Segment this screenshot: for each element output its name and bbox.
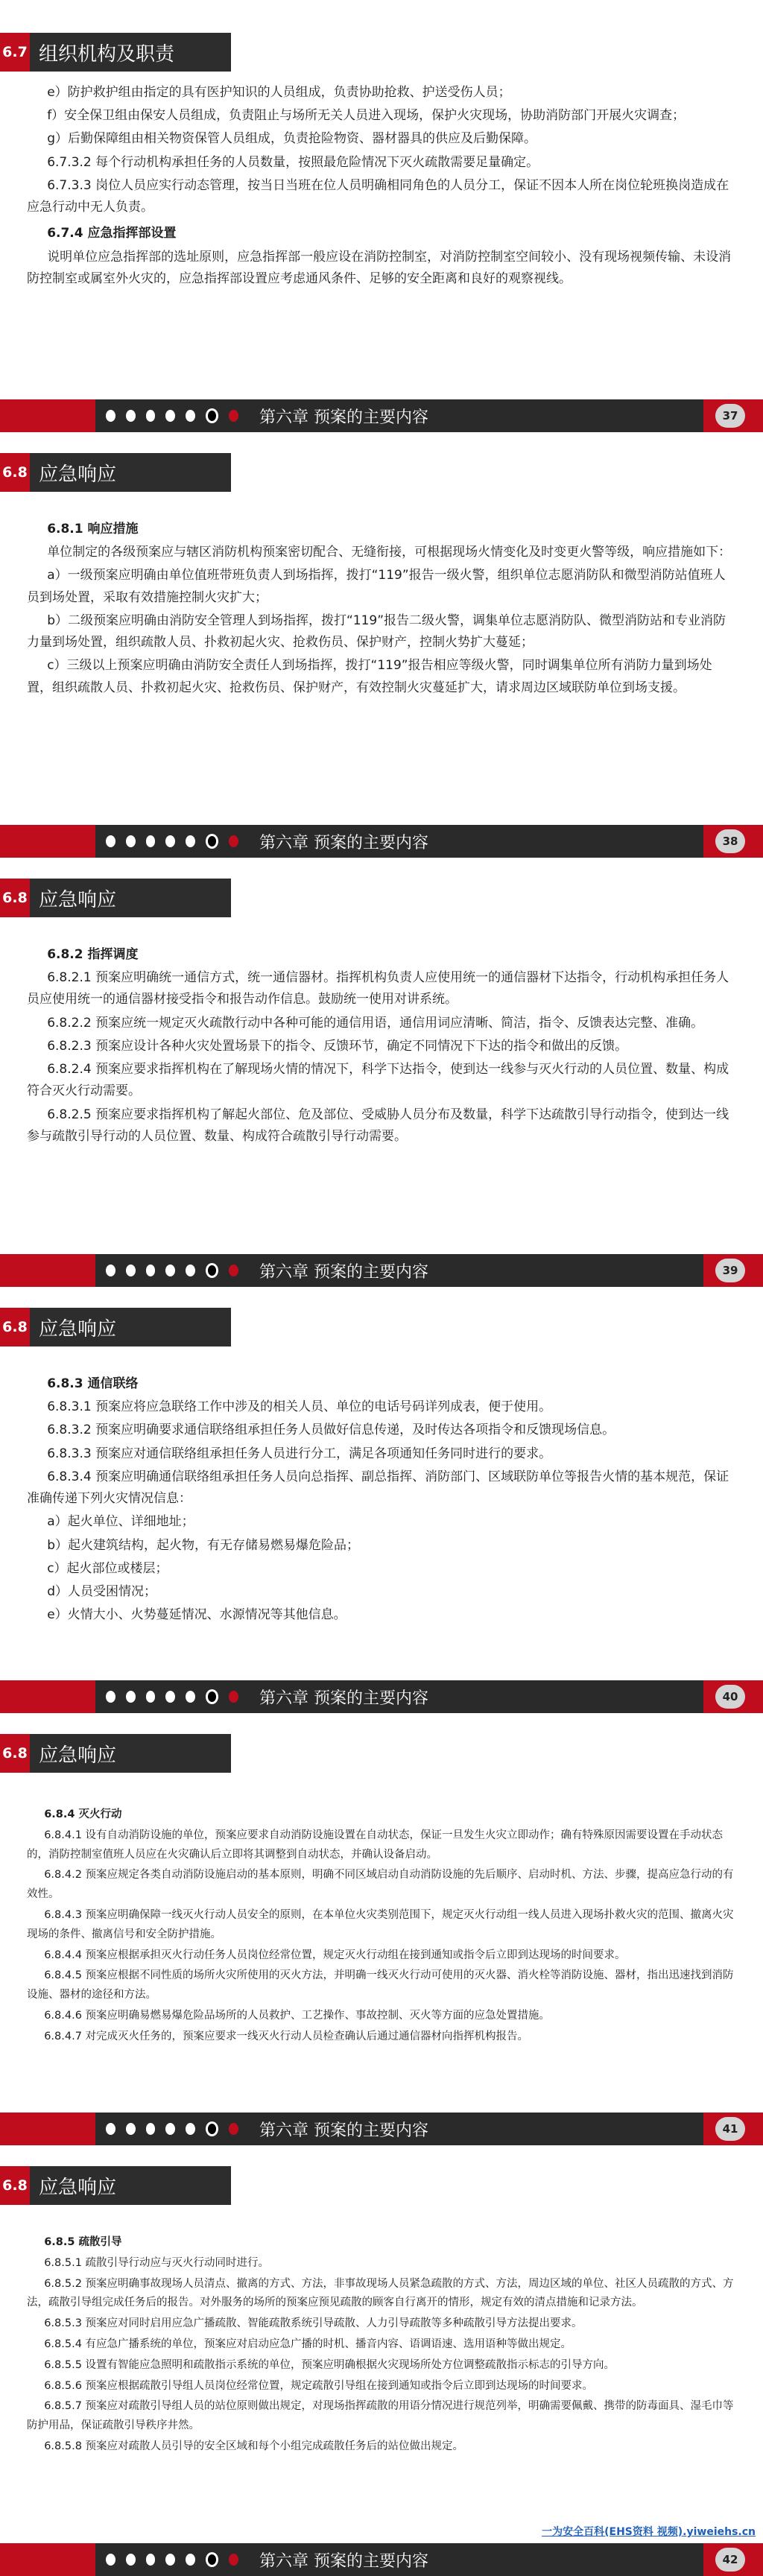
slide-body xyxy=(27,1801,736,2048)
paragraph: 6.8.2.1 预案应明确统一通信方式，统一通信器材。指挥机构负责人应使用统一的通信器材下达指令，行动机构承担任务人员应使用统一的通信器材接受指令和报告动作信息。鼓励统一使用对讲系统。 xyxy=(27,970,729,1007)
footer-chapter-title: 第六章 预案的主要内容 xyxy=(238,2113,703,2145)
paragraph: 6.8.5.7 预案应对疏散引导组人员的站位原则做出规定，对现场指挥疏散的用语分情况进行规范列举，明确需要佩戴、携带的防毒面具、湿毛巾等防护用品，保证疏散引导秩序井然。 xyxy=(27,2400,734,2432)
slide-footer xyxy=(0,399,763,432)
progress-dot-icon xyxy=(206,2121,218,2136)
slide-37 xyxy=(0,0,763,432)
progress-dot-icon xyxy=(146,1265,156,1276)
section-title: 应急响应 xyxy=(30,2166,231,2205)
progress-dot-icon xyxy=(106,835,115,847)
progress-dot-icon xyxy=(146,1691,156,1703)
subsection-heading: 6.8.1 响应措施 xyxy=(47,522,139,537)
progress-dot-icon xyxy=(106,1265,115,1276)
slide-footer xyxy=(0,2113,763,2145)
progress-dot-icon xyxy=(106,2123,115,2135)
slide-header xyxy=(0,1308,231,1346)
watermark-link[interactable]: 一为安全百科(EHS资料 视频).yiweiehs.cn xyxy=(542,2526,756,2538)
page-number-badge: 40 xyxy=(715,1685,745,1709)
paragraph: d）人员受困情况； xyxy=(47,1584,156,1600)
progress-dot-icon xyxy=(126,1691,136,1703)
slide-body xyxy=(27,514,736,700)
subsection-heading: 6.8.4 灭火行动 xyxy=(44,1808,122,1820)
slide-header xyxy=(0,879,231,917)
progress-dot-icon xyxy=(229,835,238,847)
slide-header xyxy=(0,1734,231,1773)
progress-dot-icon xyxy=(206,834,218,849)
progress-dot-icon xyxy=(229,2123,238,2135)
paragraph: 6.8.4.3 预案应明确保障一线灭火行动人员安全的原则，在本单位火灾类别范围下，规定灭火行动组一线人员进入现场扑救火灾的范围、撤离火灾现场的条件、撤离信号和安全防护措施。 xyxy=(27,1908,734,1940)
progress-dot-icon xyxy=(126,1265,136,1276)
paragraph: 6.7.3.2 每个行动机构承担任务的人员数量，按照最危险情况下灭火疏散需要足量确定。 xyxy=(47,154,539,170)
slide-38 xyxy=(0,432,763,858)
progress-dot-icon xyxy=(106,1691,115,1703)
progress-dot-icon xyxy=(229,1265,238,1276)
slide-40 xyxy=(0,1287,763,1713)
paragraph: 6.8.2.3 预案应设计各种火灾处置场景下的指令、反馈环节，确定不同情况下下达的指令和做出的反馈。 xyxy=(47,1038,628,1054)
slide-41 xyxy=(0,1713,763,2145)
section-title: 组织机构及职责 xyxy=(30,33,231,72)
footer-chapter-title: 第六章 预案的主要内容 xyxy=(238,1680,703,1713)
section-number: 6.7 xyxy=(0,33,30,72)
page-number-badge: 39 xyxy=(715,1259,745,1282)
paragraph: e）防护救护组由指定的具有医护知识的人员组成，负责协助抢救、护送受伤人员； xyxy=(47,85,511,100)
footer-red-block xyxy=(0,1680,95,1713)
subsection-heading: 6.8.3 通信联络 xyxy=(47,1376,139,1391)
progress-dot-icon xyxy=(106,2554,115,2566)
progress-dot-icon xyxy=(165,2554,175,2566)
paragraph: 6.8.3.4 预案应明确通信联络组承担任务人员向总指挥、副总指挥、消防部门、区域联防单位等报告火情的基本规范，保证准确传递下列火灾情况信息： xyxy=(27,1469,729,1507)
paragraph: 6.8.4.4 预案应根据承担灭火行动任务人员岗位经常位置，规定灭火行动组在接到通知或指令后立即到达现场的时间要求。 xyxy=(44,1949,626,1961)
paragraph: 6.8.2.2 预案应统一规定灭火疏散行动中各种可能的通信用语，通信用词应清晰、简洁，指令、反馈表达完整、准确。 xyxy=(47,1015,704,1031)
footer-chapter-title: 第六章 预案的主要内容 xyxy=(238,825,703,858)
slide-footer xyxy=(0,2543,763,2576)
progress-dot-icon xyxy=(206,408,218,423)
paragraph: 6.8.5.4 有应急广播系统的单位，预案应对启动应急广播的时机、播音内容、语调语速、选用语种等做出规定。 xyxy=(44,2338,572,2350)
progress-dot-icon xyxy=(165,1691,175,1703)
paragraph: b）起火建筑结构，起火物，有无存储易燃易爆危险品； xyxy=(47,1537,359,1553)
progress-dot-icon xyxy=(186,2554,195,2566)
progress-dot-icon xyxy=(229,1691,238,1703)
section-number: 6.8 xyxy=(0,1734,30,1773)
progress-dot-icon xyxy=(206,1263,218,1278)
slide-header xyxy=(0,453,231,492)
progress-dot-icon xyxy=(165,2123,175,2135)
progress-dot-icon xyxy=(206,2552,218,2567)
paragraph: 6.8.5.8 预案应对疏散人员引导的安全区域和每个小组完成疏散任务后的站位做出规定。 xyxy=(44,2440,464,2452)
progress-dot-icon xyxy=(229,2554,238,2566)
slide-header xyxy=(0,33,231,72)
section-number: 6.8 xyxy=(0,2166,30,2205)
progress-dot-icon xyxy=(146,2123,156,2135)
paragraph: 6.8.4.5 预案应根据不同性质的场所火灾所使用的灭火方法，并明确一线灭火行动可使用的灭火器、消火栓等消防设施、器材，指出迅速找到消防设施、器材的途径和方法。 xyxy=(27,1969,734,2001)
page-number-badge: 38 xyxy=(715,829,745,853)
slide-body xyxy=(27,80,736,291)
progress-dot-icon xyxy=(165,1265,175,1276)
progress-dot-icon xyxy=(146,2554,156,2566)
paragraph: 6.8.5.5 设置有智能应急照明和疏散指示系统的单位，预案应明确根据火灾现场所处方位调整疏散指示标志的引导方向。 xyxy=(44,2358,615,2371)
paragraph: 6.8.3.3 预案应对通信联络组承担任务人员进行分工，满足各项通知任务同时进行的要求。 xyxy=(47,1446,552,1461)
footer-chapter-title: 第六章 预案的主要内容 xyxy=(238,2543,703,2576)
progress-dot-icon xyxy=(126,410,136,422)
section-title: 应急响应 xyxy=(30,879,231,917)
paragraph: 6.8.5.1 疏散引导行动应与灭火行动同时进行。 xyxy=(44,2256,270,2269)
footer-red-block xyxy=(0,399,95,432)
page-number-badge: 37 xyxy=(715,404,745,428)
subsection-heading: 6.7.4 应急指挥部设置 xyxy=(47,226,177,241)
footer-progress-dots xyxy=(95,1680,238,1713)
footer-red-block xyxy=(0,825,95,858)
section-number: 6.8 xyxy=(0,453,30,492)
section-title: 应急响应 xyxy=(30,1734,231,1773)
progress-dot-icon xyxy=(126,2554,136,2566)
footer-progress-dots xyxy=(95,399,238,432)
paragraph: 6.8.5.2 预案应明确事故现场人员清点、撤离的方式、方法，非事故现场人员紧急疏散的方式、方法，周边区域的单位、社区人员疏散的方式、方法，疏散引导组完成任务后的报告。对外服务的场所的预案应预见疏散的顾客自行离开的情形，规定有效的清点措施和记录方法。 xyxy=(27,2277,734,2309)
section-number: 6.8 xyxy=(0,1308,30,1346)
progress-dot-icon xyxy=(106,410,115,422)
footer-progress-dots xyxy=(95,1254,238,1287)
section-title: 应急响应 xyxy=(30,1308,231,1346)
paragraph: 6.8.5.6 预案应根据疏散引导组人员岗位经常位置，规定疏散引导组在接到通知或指令后立即到达现场的时间要求。 xyxy=(44,2379,594,2392)
progress-dot-icon xyxy=(126,835,136,847)
progress-dot-icon xyxy=(146,410,156,422)
footer-progress-dots xyxy=(95,825,238,858)
paragraph: 6.8.2.5 预案应要求指挥机构了解起火部位、危及部位、受威胁人员分布及数量，科学下达疏散引导行动指令，使到达一线参与疏散引导行动的人员位置、数量、构成符合疏散引导行动需要。 xyxy=(27,1107,729,1144)
paragraph: 6.8.4.6 预案应明确易燃易爆危险品场所的人员救护、工艺操作、事故控制、灭火等方面的应急处置措施。 xyxy=(44,2009,551,2022)
paragraph: 说明单位应急指挥部的选址原则，应急指挥部一般应设在消防控制室，对消防控制室空间较小、没有现场视频传输、未设消防控制室或属室外火灾的，应急指挥部设置应考虑通风条件、足够的安全距离和良好的观察视线。 xyxy=(27,249,732,286)
footer-red-block xyxy=(0,1254,95,1287)
slide-body xyxy=(27,2229,736,2458)
progress-dot-icon xyxy=(186,835,195,847)
paragraph: c）起火部位或楼层； xyxy=(47,1560,168,1576)
progress-dot-icon xyxy=(186,2123,195,2135)
section-title: 应急响应 xyxy=(30,453,231,492)
paragraph: g）后勤保障组由相关物资保管人员组成，负责抢险物资、器材器具的供应及后勤保障。 xyxy=(47,131,536,147)
subsection-heading: 6.8.5 疏散引导 xyxy=(44,2236,122,2248)
footer-progress-dots xyxy=(95,2543,238,2576)
paragraph: c）三级以上预案应明确由消防安全责任人到场指挥，拨打“119”报告相应等级火警，同时调集单位所有消防力量到场处置，组织疏散人员、扑救初起火灾、抢救伤员、保护财产，有效控制火灾蔓延扩大，请求周边区域联防单位到场支援。 xyxy=(27,658,712,695)
slide-body xyxy=(27,1369,736,1628)
paragraph: 6.8.2.4 预案应要求指挥机构在了解现场火情的情况下，科学下达指令，使到达一线参与灭火行动的人员位置、数量、构成符合灭火行动需要。 xyxy=(27,1062,729,1099)
paragraph: b）二级预案应明确由消防安全管理人到场指挥，拨打“119”报告二级火警，调集单位志愿消防队、微型消防站和专业消防力量到场处置，组织疏散人员、扑救初起火灾、抢救伤员、保护财产，控制火势扩大蔓延； xyxy=(27,613,726,651)
paragraph: 6.8.3.2 预案应明确要求通信联络组承担任务人员做好信息传递，及时传达各项指令和反馈现场信息。 xyxy=(47,1423,615,1438)
progress-dot-icon xyxy=(186,1265,195,1276)
paragraph: e）火情大小、火势蔓延情况、水源情况等其他信息。 xyxy=(47,1607,346,1623)
footer-chapter-title: 第六章 预案的主要内容 xyxy=(238,1254,703,1287)
slide-header xyxy=(0,2166,231,2205)
subsection-heading: 6.8.2 指挥调度 xyxy=(47,947,139,962)
slide-footer xyxy=(0,1254,763,1287)
progress-dot-icon xyxy=(186,1691,195,1703)
progress-dot-icon xyxy=(186,410,195,422)
paragraph: 单位制定的各级预案应与辖区消防机构预案密切配合、无缝衔接，可根据现场火情变化及时变更火警等级，响应措施如下： xyxy=(47,545,732,560)
footer-red-block xyxy=(0,2543,95,2576)
paragraph: 6.8.4.2 预案应规定各类自动消防设施启动的基本原则，明确不同区域启动自动消防设施的先后顺序、启动时机、方法、步骤，提高应急行动的有效性。 xyxy=(27,1869,734,1901)
footer-red-block xyxy=(0,2113,95,2145)
footer-chapter-title: 第六章 预案的主要内容 xyxy=(238,399,703,432)
page-number-badge: 41 xyxy=(715,2117,745,2141)
progress-dot-icon xyxy=(206,1689,218,1704)
progress-dot-icon xyxy=(229,410,238,422)
paragraph: a）起火单位、详细地址； xyxy=(47,1514,194,1530)
slide-footer xyxy=(0,825,763,858)
section-number: 6.8 xyxy=(0,879,30,917)
paragraph: 6.8.4.7 对完成灭火任务的，预案应要求一线灭火行动人员检查确认后通过通信器材向指挥机构报告。 xyxy=(44,2030,529,2042)
paragraph: 6.8.3.1 预案应将应急联络工作中涉及的相关人员、单位的电话号码详列成表，便于使用。 xyxy=(47,1399,552,1415)
progress-dot-icon xyxy=(146,835,156,847)
progress-dot-icon xyxy=(165,835,175,847)
slide-42 xyxy=(0,2145,763,2576)
paragraph: a）一级预案应明确由单位值班带班负责人到场指挥，拨打“119”报告一级火警，组织单位志愿消防队和微型消防站值班人员到场处置，采取有效措施控制火灾扩大； xyxy=(27,568,726,605)
paragraph: 6.7.3.3 岗位人员应实行动态管理，按当日当班在位人员明确相同角色的人员分工，保证不因本人所在岗位轮班换岗造成在应急行动中无人负责。 xyxy=(27,177,729,215)
slide-body xyxy=(27,940,736,1149)
progress-dot-icon xyxy=(165,410,175,422)
progress-dot-icon xyxy=(126,2123,136,2135)
footer-progress-dots xyxy=(95,2113,238,2145)
paragraph: 6.8.4.1 设有自动消防设施的单位，预案应要求自动消防设施设置在自动状态，保证一旦发生火灾立即动作；确有特殊原因需要设置在手动状态的，消防控制室值班人员应在火灾确认后立即将其调整到自动状态，并确认设备启动。 xyxy=(27,1829,724,1861)
slide-footer xyxy=(0,1680,763,1713)
paragraph: f）安全保卫组由保安人员组成，负责阻止与场所无关人员进入现场，保护火灾现场，协助消防部门开展火灾调查； xyxy=(47,108,686,124)
page-number-badge: 42 xyxy=(715,2548,745,2572)
paragraph: 6.8.5.3 预案应对同时启用应急广播疏散、智能疏散系统引导疏散、人力引导疏散等多种疏散引导方法提出要求。 xyxy=(44,2317,583,2330)
slide-39 xyxy=(0,858,763,1287)
